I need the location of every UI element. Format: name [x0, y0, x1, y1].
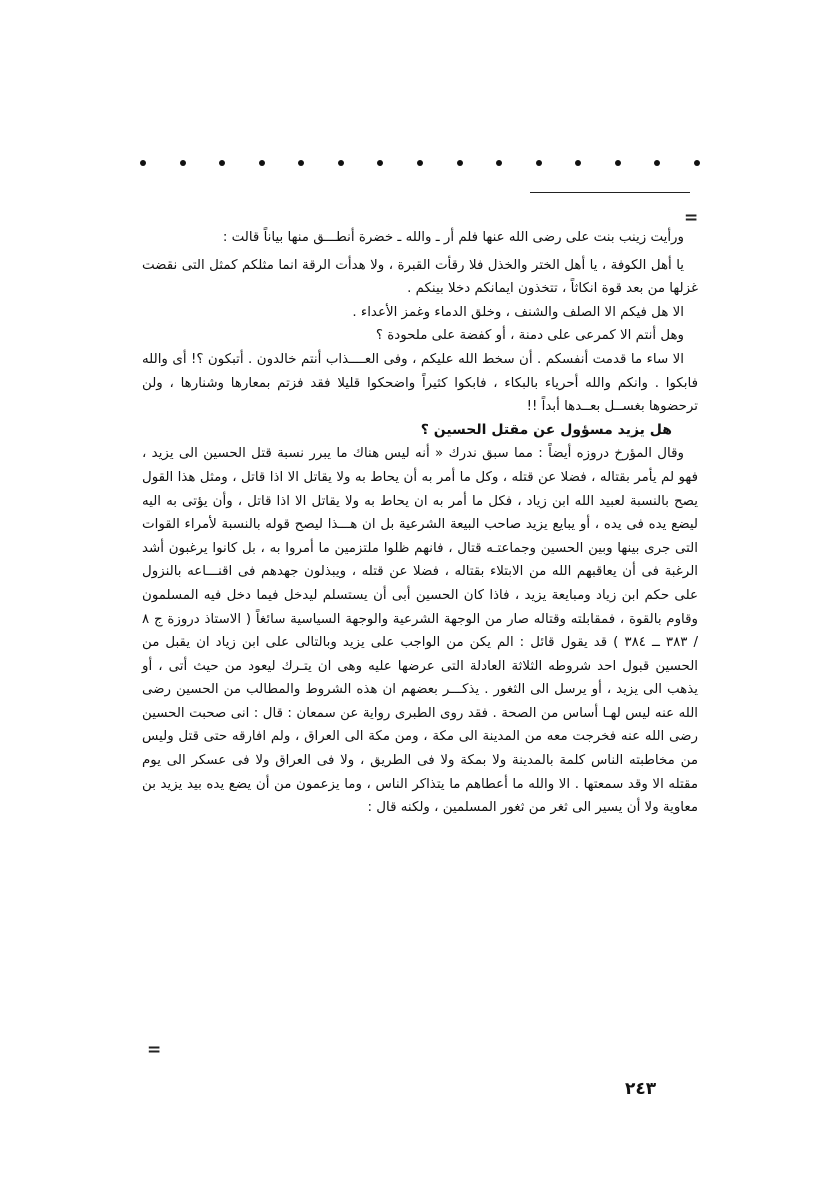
ornament-dots-row: [140, 160, 700, 166]
ornament-dot: [615, 160, 621, 166]
page-body: [142, 226, 698, 820]
ornament-dot: [457, 160, 463, 166]
ornament-dot: [694, 160, 700, 166]
section-heading: هل يزيد مسؤول عن مقتل الحسين ؟: [420, 421, 672, 438]
paragraph: يا أهل الكوفة ، يا أهل الختر والخذل فلا رقأت القبرة ، ولا هدأت الرقة انما مثلكم كمثل التى نقضت غزلها من بعد قوة انكاثاً ، تتخذون ايمانكم دخلا بينكم .: [142, 257, 698, 297]
paragraph: ورأيت زينب بنت على رضى الله عنها فلم أر ـ والله ـ خضرة أنطـــق منها بياناً قالت :: [222, 230, 684, 245]
ornament-dot: [417, 160, 423, 166]
header-rule: [530, 192, 690, 193]
paragraph: الا هل فيكم الا الصلف والشنف ، وخلق الدماء وغمز الأعداء .: [352, 304, 684, 320]
ornament-dot: [338, 160, 344, 166]
paragraph: وقال المؤرخ دروزه أيضاً : مما سبق ندرك « أنه ليس هناك ما يبرر نسبة قتل الحسين الى يزيد ، فهو لم يأمر بقتاله ، فضلا عن قتله ، وكل ما أمر به أن يحاط به ولا يقاتل الا اذا قاتل ، ومثل هذا القول يصح بالنسبة لعبيد الله ابن زياد ، فكل ما أمر به ان يحاط به ولا يقاتل الا اذا قاتل ، وأن يؤتى به اليه ليضع يده فى يده ، أو يبايع يزيد صاحب البيعة الشرعية بل ان هـــذا ليصح قوله بالنسبة لأمراء القوات التى جرى بينها وبين الحسين وجماعتـه قتال ، فانهم ظلوا ملتزمين ما أمروا به ، بل كانوا يرغبون أشد الرغبة فى أن يعاقبهم الله من الابتلاء بقتاله ، فضلا عن قتله ، ويبذلون جهدهم فى اقنـــاعه بالنزول على حكم ابن زياد ومبايعة يزيد ، فاذا كان الحسين أبى أن يستسلم ليدخل فيما دخل فيه المسلمون وقاوم بالقوة ، فمقابلته وقتاله صار من الوجهة الشرعية والوجهة السياسية سائغاً ( الاستاذ دروزة ج ٨ / ٣٨٣ ــ ٣٨٤ ) قد يقول قائل : الم يكن من الواجب على يزيد وبالتالى على ابن زياد ان يقبل من الحسين قبول احد شروطه الثلاثة العادلة التى عرضها عليه وهى ان يتـرك ليعود من حيث أتى ، أو يذهب الى يزيد ، أو يرسل الى الثغور . يذكـــر بعضهم ان هذه الشروط والمطالب من الحسين رضى الله عنه ليس لهـا أساس من الصحة . فقد روى الطبرى رواية عن سمعان : قال : انى صحبت الحسين رضى الله عنه فخرجت معه من المدينة الى مكة ، ومن مكة الى العراق ، ولم افارقه حتى قتل وليس من مخاطبته الناس كلمة بالمدينة ولا بمكة ولا فى الطريق ، ولا فى العراق ولا فى عسكر الى يوم مقتله الا وقد سمعتها . الا والله ما أعطاهم ما يتذاكر الناس ، وما يزعمون من أن يضع يده بيد يزيد بن معاوية ولا أن يسير الى ثغر من ثغور المسلمين ، ولكنه قال :: [142, 446, 698, 816]
continuation-mark: =: [147, 1040, 162, 1060]
paragraph: الا ساء ما قدمت أنفسكم . أن سخط الله عليكم ، وفى العــــذاب أنتم خالدون . أتبكون ؟! أى والله فابكوا . وانكم والله أحرياء بالبكاء ، فابكوا كثيراً واضحكوا قليلا فقد فزتم بمعارها وشنارها ، ولن ترحضوها بغســل بعــدها أبداً !!: [142, 351, 698, 415]
ornament-dot: [180, 160, 186, 166]
ornament-dot: [219, 160, 225, 166]
ornament-dot: [298, 160, 304, 166]
ornament-dot: [496, 160, 502, 166]
ornament-dot: [575, 160, 581, 166]
paragraph: وهل أنتم الا كمرعى على دمنة ، أو كفضة على ملحودة ؟: [375, 328, 684, 344]
separator-mark: =: [684, 208, 699, 228]
page-number: ٢٤٣: [625, 1079, 657, 1099]
ornament-dot: [536, 160, 542, 166]
ornament-dot: [140, 160, 146, 166]
ornament-dot: [259, 160, 265, 166]
ornament-dot: [377, 160, 383, 166]
ornament-dot: [654, 160, 660, 166]
